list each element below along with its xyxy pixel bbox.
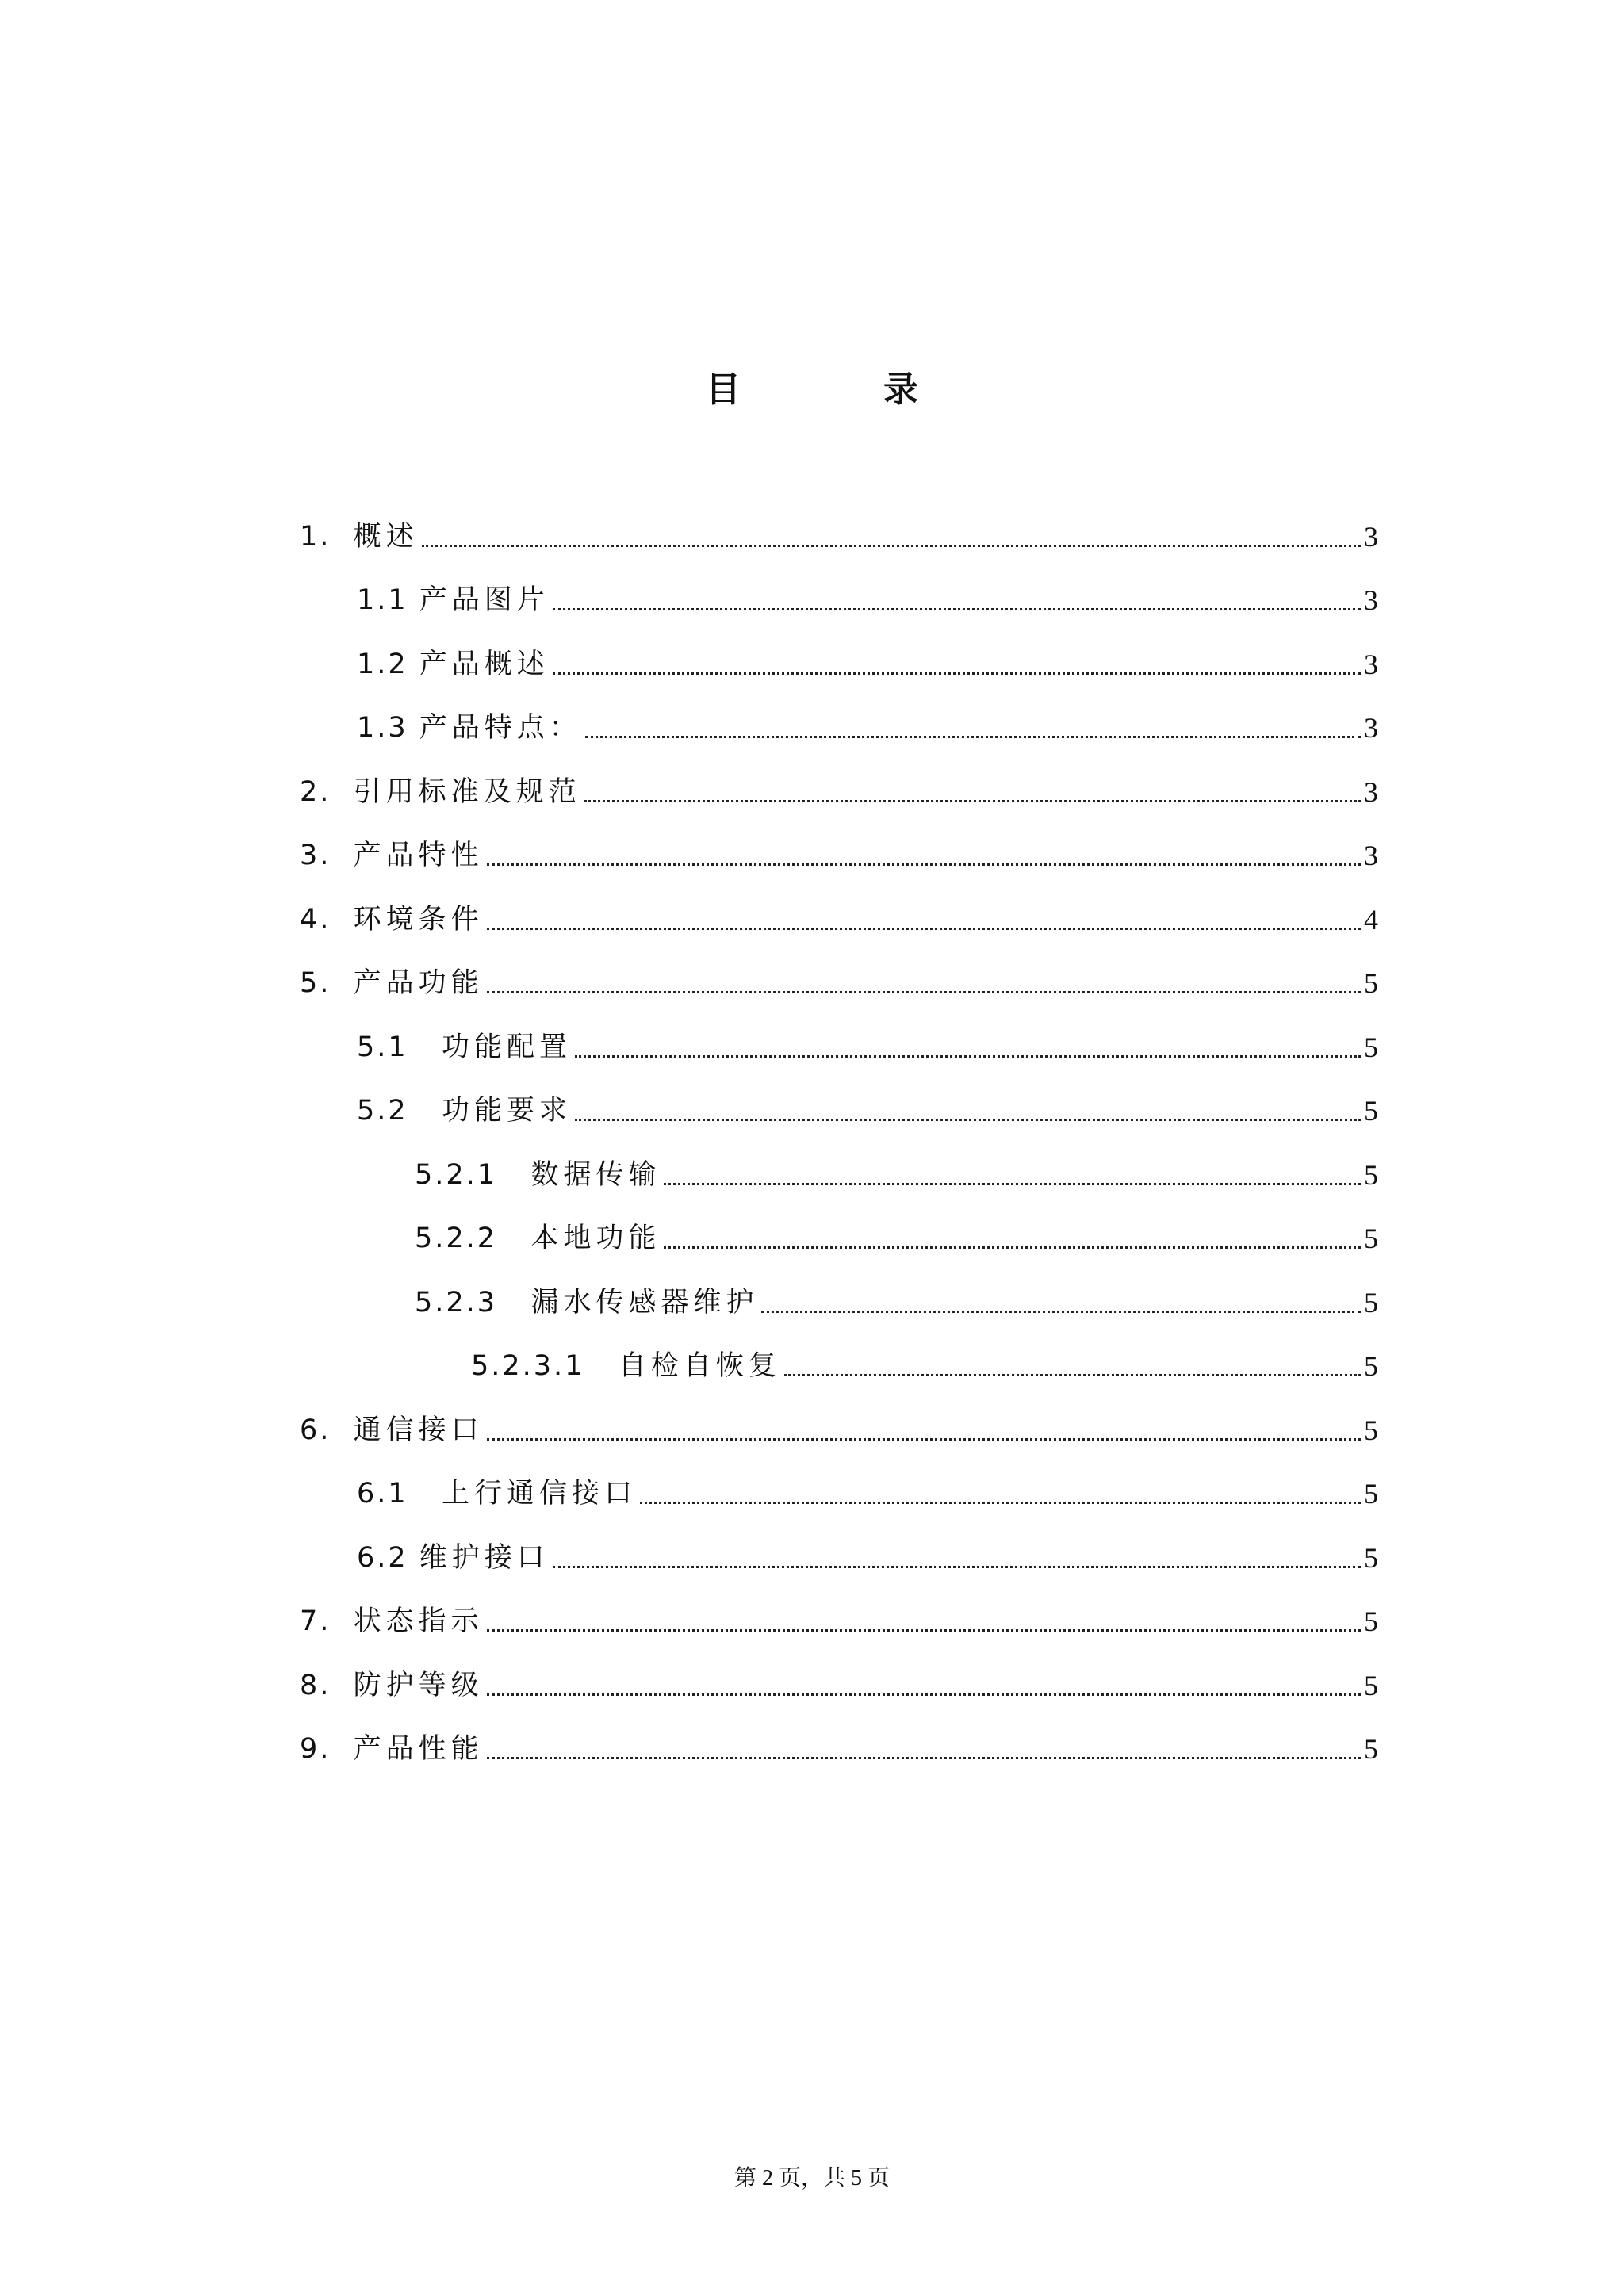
- toc-entry-page-number: 5: [1364, 1478, 1378, 1510]
- toc-dot-leader: [487, 1629, 1361, 1632]
- toc-entry-number: 5.2.3.1: [471, 1350, 619, 1382]
- toc-entry-title: 防护等级: [353, 1669, 484, 1701]
- toc-entry[interactable]: [300, 1390, 1378, 1454]
- toc-dot-leader: [422, 545, 1361, 547]
- toc-dot-leader: [553, 608, 1361, 610]
- toc-entry-number: 7.: [300, 1605, 354, 1637]
- toc-entry[interactable]: [300, 688, 1378, 752]
- toc-entry-number: 6.1: [357, 1478, 442, 1510]
- toc-entry-page-number: 5: [1364, 1733, 1378, 1765]
- toc-entry-title: 状态指示: [353, 1605, 484, 1637]
- toc-entry-number: 5.2.2: [415, 1223, 531, 1254]
- toc-entry-number: 6.: [300, 1414, 354, 1446]
- toc-entry-page-number: 5: [1364, 1031, 1378, 1063]
- toc-entry-title: 产品性能: [353, 1733, 484, 1765]
- toc-entry-title: 产品图片: [419, 584, 550, 616]
- toc-entry-title: 产品概述: [419, 648, 550, 680]
- toc-entry[interactable]: [300, 1709, 1378, 1774]
- toc-entry-title: 功能要求: [442, 1095, 573, 1127]
- toc-entry-number: 2.: [300, 775, 354, 808]
- toc-dot-leader: [664, 1183, 1361, 1185]
- toc-dot-leader: [487, 928, 1361, 930]
- toc-entry-title: 概述: [353, 520, 419, 553]
- table-of-contents: [300, 496, 1378, 1773]
- toc-entry-number: 1.1: [357, 584, 419, 616]
- toc-dot-leader: [664, 1246, 1361, 1249]
- toc-entry-page-number: 3: [1364, 648, 1378, 680]
- toc-entry-number: 1.3: [357, 712, 419, 744]
- toc-entry-title: 产品功能: [353, 967, 484, 999]
- toc-entry-title: 自检自恢复: [618, 1350, 781, 1382]
- toc-entry-number: 8.: [300, 1669, 354, 1701]
- toc-dot-leader: [553, 672, 1361, 675]
- toc-entry[interactable]: [300, 1326, 1378, 1391]
- toc-entry-title: 产品特性: [353, 840, 484, 871]
- toc-entry-number: 1.: [300, 520, 354, 553]
- toc-entry-page-number: 3: [1364, 520, 1378, 553]
- toc-title: 目 录: [706, 369, 972, 410]
- toc-entry-page-number: 5: [1364, 967, 1378, 999]
- toc-dot-leader: [487, 1438, 1361, 1441]
- toc-dot-leader: [487, 1693, 1361, 1696]
- toc-entry-number: 5.: [300, 967, 354, 999]
- toc-entry-number: 4.: [300, 903, 354, 936]
- toc-entry-number: 1.2: [357, 648, 419, 680]
- toc-entry-number: 5.2: [357, 1095, 442, 1127]
- toc-entry-title: 数据传输: [530, 1158, 661, 1191]
- toc-entry-title: 维护接口: [419, 1541, 550, 1574]
- toc-entry-page-number: 5: [1364, 1095, 1378, 1127]
- toc-entry-page-number: 5: [1364, 1158, 1378, 1191]
- toc-entry-number: 5.2.1: [415, 1158, 531, 1191]
- toc-entry-page-number: 5: [1364, 1414, 1378, 1446]
- toc-entry-page-number: 3: [1364, 840, 1378, 871]
- toc-entry[interactable]: [300, 816, 1378, 880]
- toc-entry[interactable]: [300, 943, 1378, 1008]
- toc-dot-leader: [585, 736, 1361, 738]
- toc-dot-leader: [640, 1502, 1361, 1504]
- toc-entry[interactable]: [300, 1582, 1378, 1646]
- toc-entry-page-number: 3: [1364, 775, 1378, 808]
- toc-entry-page-number: 5: [1364, 1286, 1378, 1318]
- toc-dot-leader: [584, 800, 1361, 802]
- toc-entry[interactable]: [300, 1517, 1378, 1582]
- toc-entry[interactable]: [300, 752, 1378, 816]
- toc-entry-page-number: 5: [1364, 1669, 1378, 1701]
- toc-entry[interactable]: [300, 496, 1378, 561]
- toc-entry[interactable]: [300, 1454, 1378, 1518]
- toc-entry[interactable]: [300, 624, 1378, 688]
- toc-dot-leader: [575, 1119, 1361, 1121]
- toc-entry-number: 5.1: [357, 1031, 442, 1063]
- toc-entry-number: 6.2: [357, 1541, 419, 1574]
- toc-dot-leader: [487, 1757, 1361, 1759]
- toc-entry-number: 5.2.3: [415, 1286, 531, 1318]
- toc-entry[interactable]: [300, 1007, 1378, 1071]
- toc-entry[interactable]: [300, 1135, 1378, 1199]
- toc-entry[interactable]: [300, 879, 1378, 943]
- toc-dot-leader: [553, 1566, 1361, 1568]
- toc-entry[interactable]: [300, 1645, 1378, 1709]
- toc-entry-title: 引用标准及规范: [353, 775, 581, 808]
- page-footer: 第 2 页，共 5 页: [733, 2166, 890, 2191]
- toc-dot-leader: [575, 1055, 1361, 1058]
- toc-entry-page-number: 5: [1364, 1350, 1378, 1382]
- toc-entry[interactable]: [300, 561, 1378, 625]
- toc-entry-title: 环境条件: [353, 903, 484, 936]
- toc-entry-title: 产品特点：: [419, 712, 582, 744]
- toc-dot-leader: [761, 1311, 1361, 1313]
- toc-dot-leader: [784, 1374, 1361, 1376]
- toc-entry-title: 漏水传感器维护: [530, 1286, 759, 1318]
- toc-entry-page-number: 4: [1364, 903, 1378, 936]
- toc-entry-page-number: 5: [1364, 1223, 1378, 1254]
- toc-entry[interactable]: [300, 1262, 1378, 1326]
- toc-entry-page-number: 3: [1364, 712, 1378, 744]
- toc-entry-page-number: 3: [1364, 584, 1378, 616]
- toc-entry-title: 上行通信接口: [442, 1478, 638, 1510]
- toc-entry[interactable]: [300, 1199, 1378, 1263]
- toc-entry-title: 本地功能: [530, 1223, 661, 1254]
- toc-entry-title: 通信接口: [353, 1414, 484, 1446]
- toc-entry-number: 3.: [300, 840, 354, 871]
- toc-entry-page-number: 5: [1364, 1605, 1378, 1637]
- toc-entry-number: 9.: [300, 1733, 354, 1765]
- toc-entry[interactable]: [300, 1071, 1378, 1135]
- toc-entry-page-number: 5: [1364, 1541, 1378, 1574]
- toc-entry-title: 功能配置: [442, 1031, 573, 1063]
- toc-dot-leader: [487, 863, 1361, 866]
- toc-dot-leader: [487, 991, 1361, 993]
